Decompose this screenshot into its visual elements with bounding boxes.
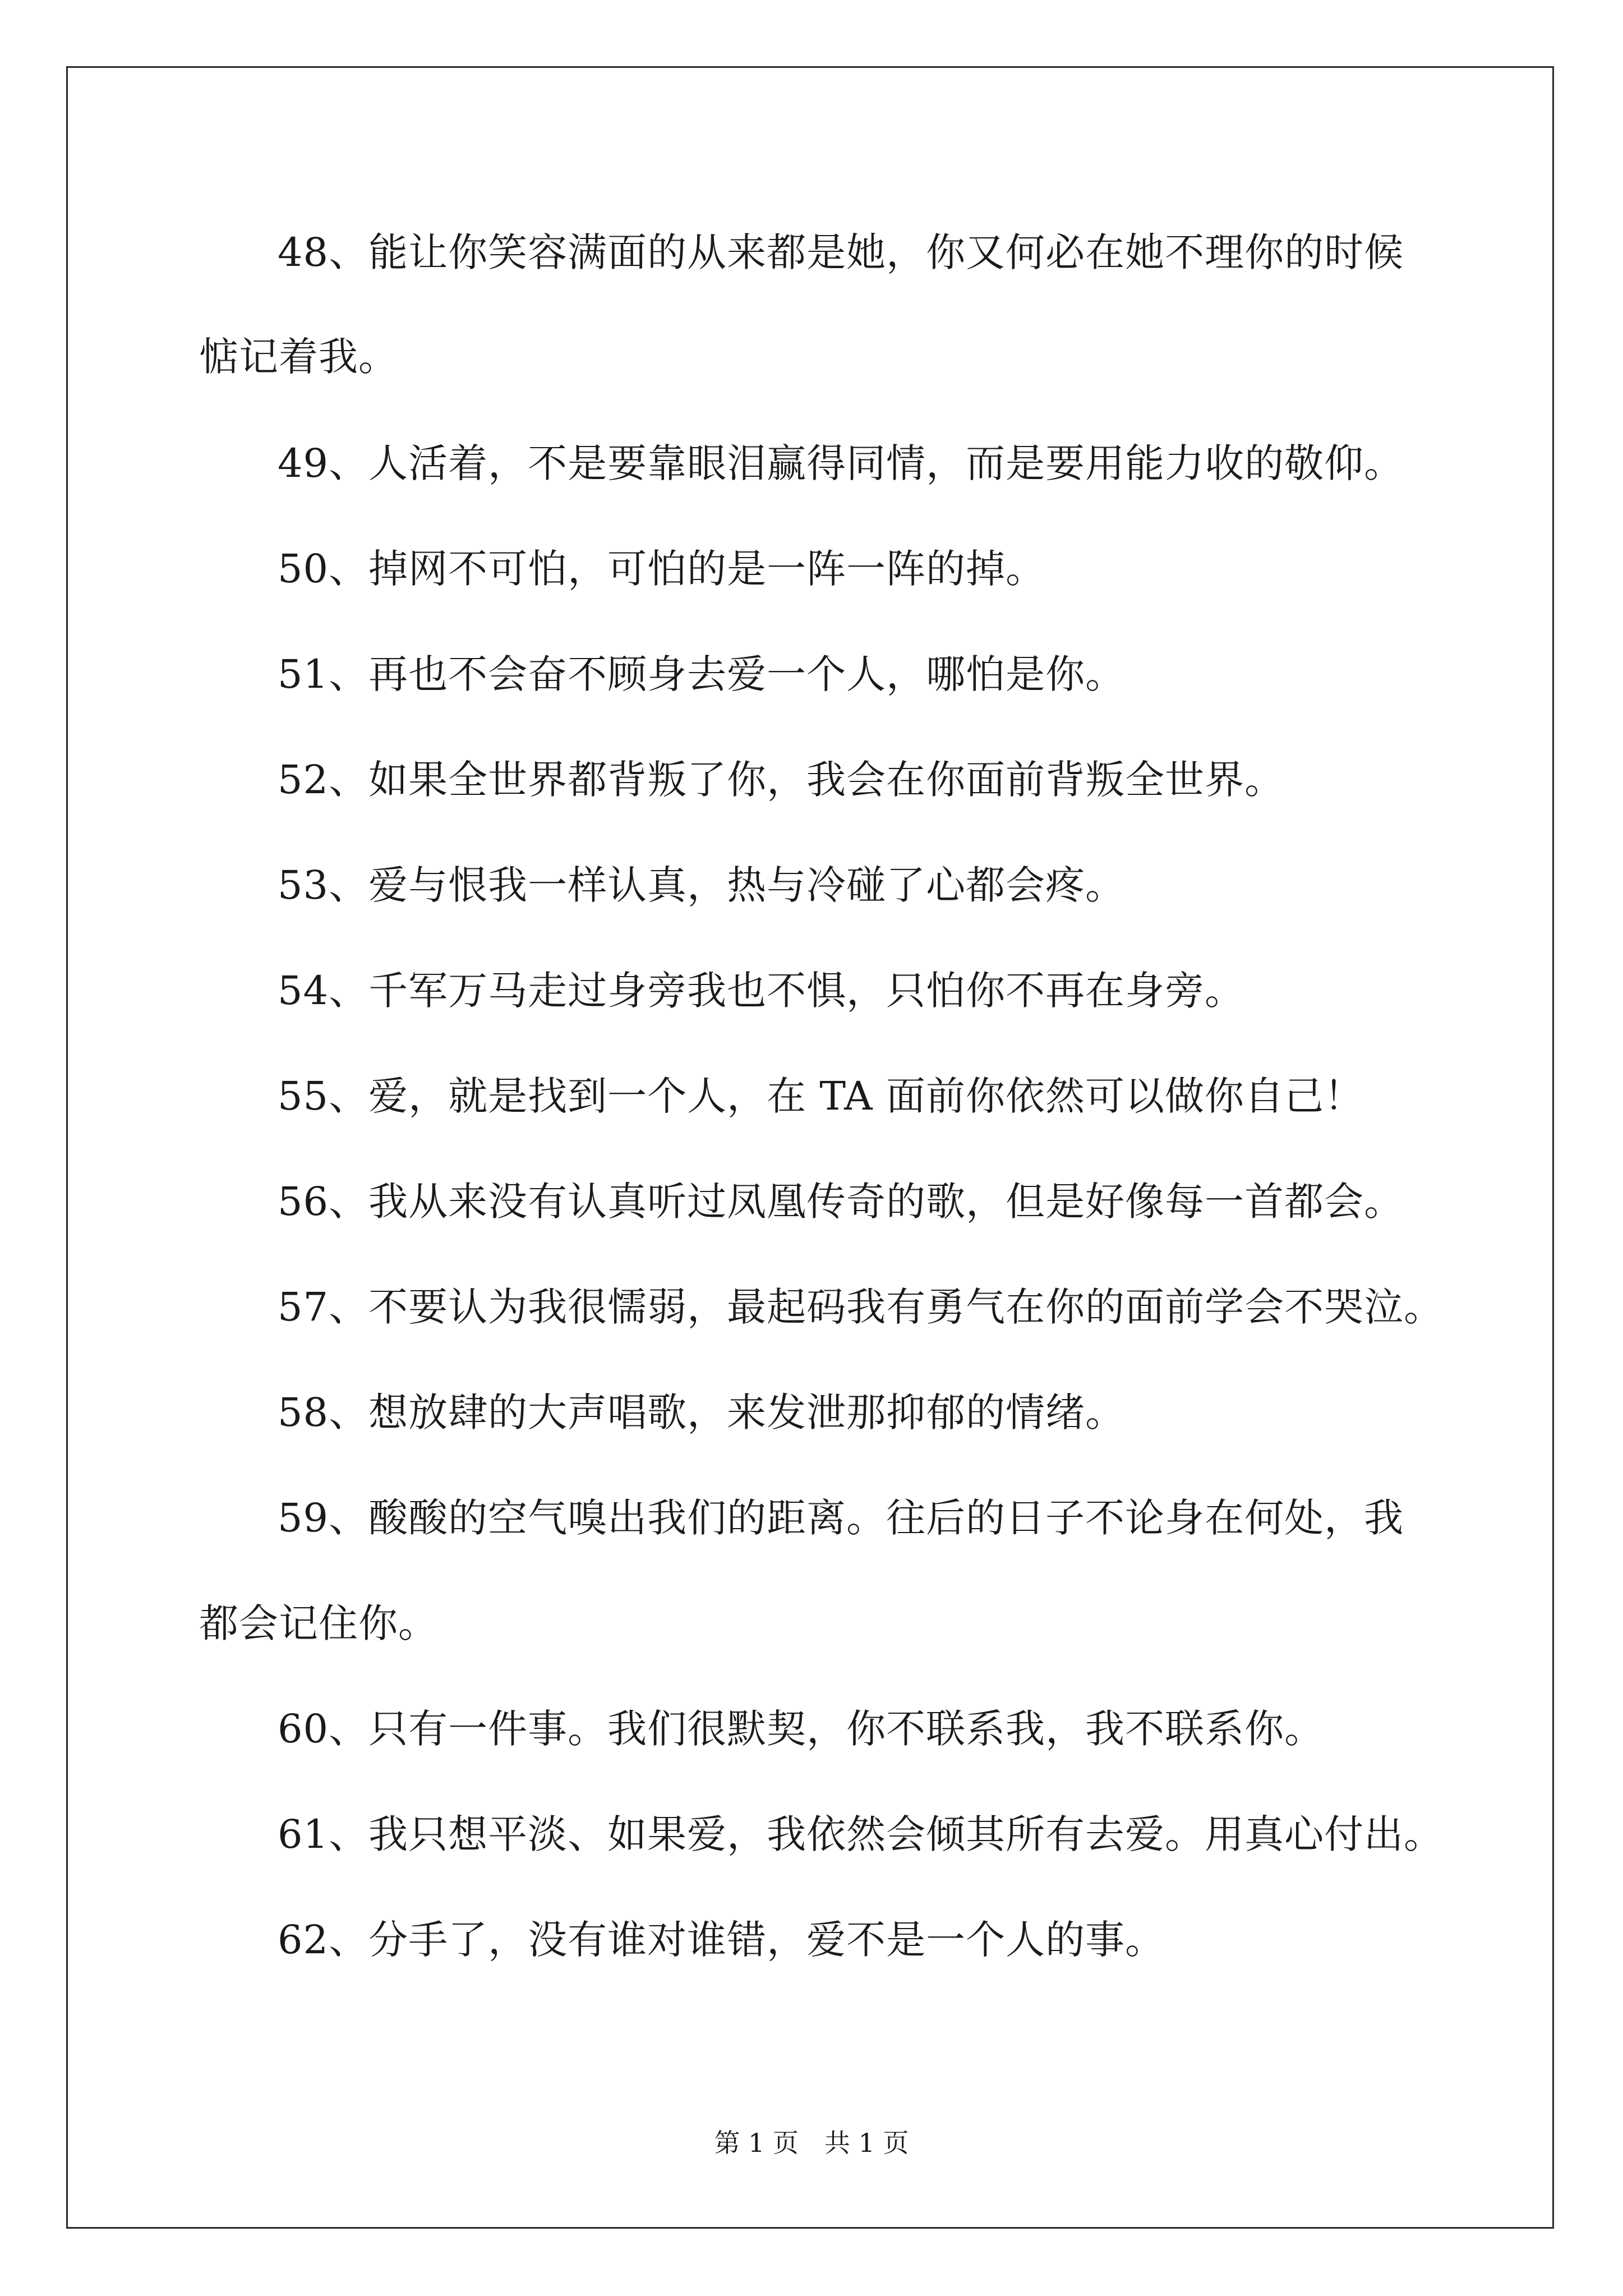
paragraph-57: 57、不要认为我很懦弱，最起码我有勇气在你的面前学会不哭泣。 <box>278 1284 1444 1330</box>
paragraph-59-line-2: 都会记住你。 <box>199 1600 438 1646</box>
page-footer: 第 1 页 共 1 页 <box>714 2128 909 2158</box>
paragraph-49: 49、人活着，不是要靠眼泪赢得同情，而是要用能力收的敬仰。 <box>278 440 1404 486</box>
paragraph-53: 53、爱与恨我一样认真，热与冷碰了心都会疼。 <box>278 862 1126 908</box>
paragraph-60: 60、只有一件事。我们很默契，你不联系我，我不联系你。 <box>278 1706 1325 1752</box>
paragraph-48-line-1: 48、能让你笑容满面的从来都是她，你又何必在她不理你的时候 <box>278 229 1404 275</box>
paragraph-50: 50、掉网不可怕，可怕的是一阵一阵的掉。 <box>278 546 1046 592</box>
paragraph-61: 61、我只想平淡、如果爱，我依然会倾其所有去爱。用真心付出。 <box>278 1811 1444 1857</box>
paragraph-56: 56、我从来没有认真听过凤凰传奇的歌，但是好像每一首都会。 <box>278 1179 1404 1225</box>
page-border <box>66 66 1554 2229</box>
paragraph-52: 52、如果全世界都背叛了你，我会在你面前背叛全世界。 <box>278 757 1285 803</box>
paragraph-55: 55、爱，就是找到一个人，在 TA 面前你依然可以做你自己！ <box>278 1073 1364 1119</box>
paragraph-59-line-1: 59、酸酸的空气嗅出我们的距离。往后的日子不论身在何处，我 <box>278 1495 1404 1541</box>
paragraph-51: 51、再也不会奋不顾身去爱一个人，哪怕是你。 <box>278 651 1126 697</box>
paragraph-48-line-2: 惦记着我。 <box>199 334 398 380</box>
paragraph-54: 54、千军万马走过身旁我也不惧，只怕你不再在身旁。 <box>278 968 1245 1014</box>
paragraph-62: 62、分手了，没有谁对谁错，爱不是一个人的事。 <box>278 1917 1165 1963</box>
paragraph-58: 58、想放肆的大声唱歌，来发泄那抑郁的情绪。 <box>278 1389 1126 1435</box>
